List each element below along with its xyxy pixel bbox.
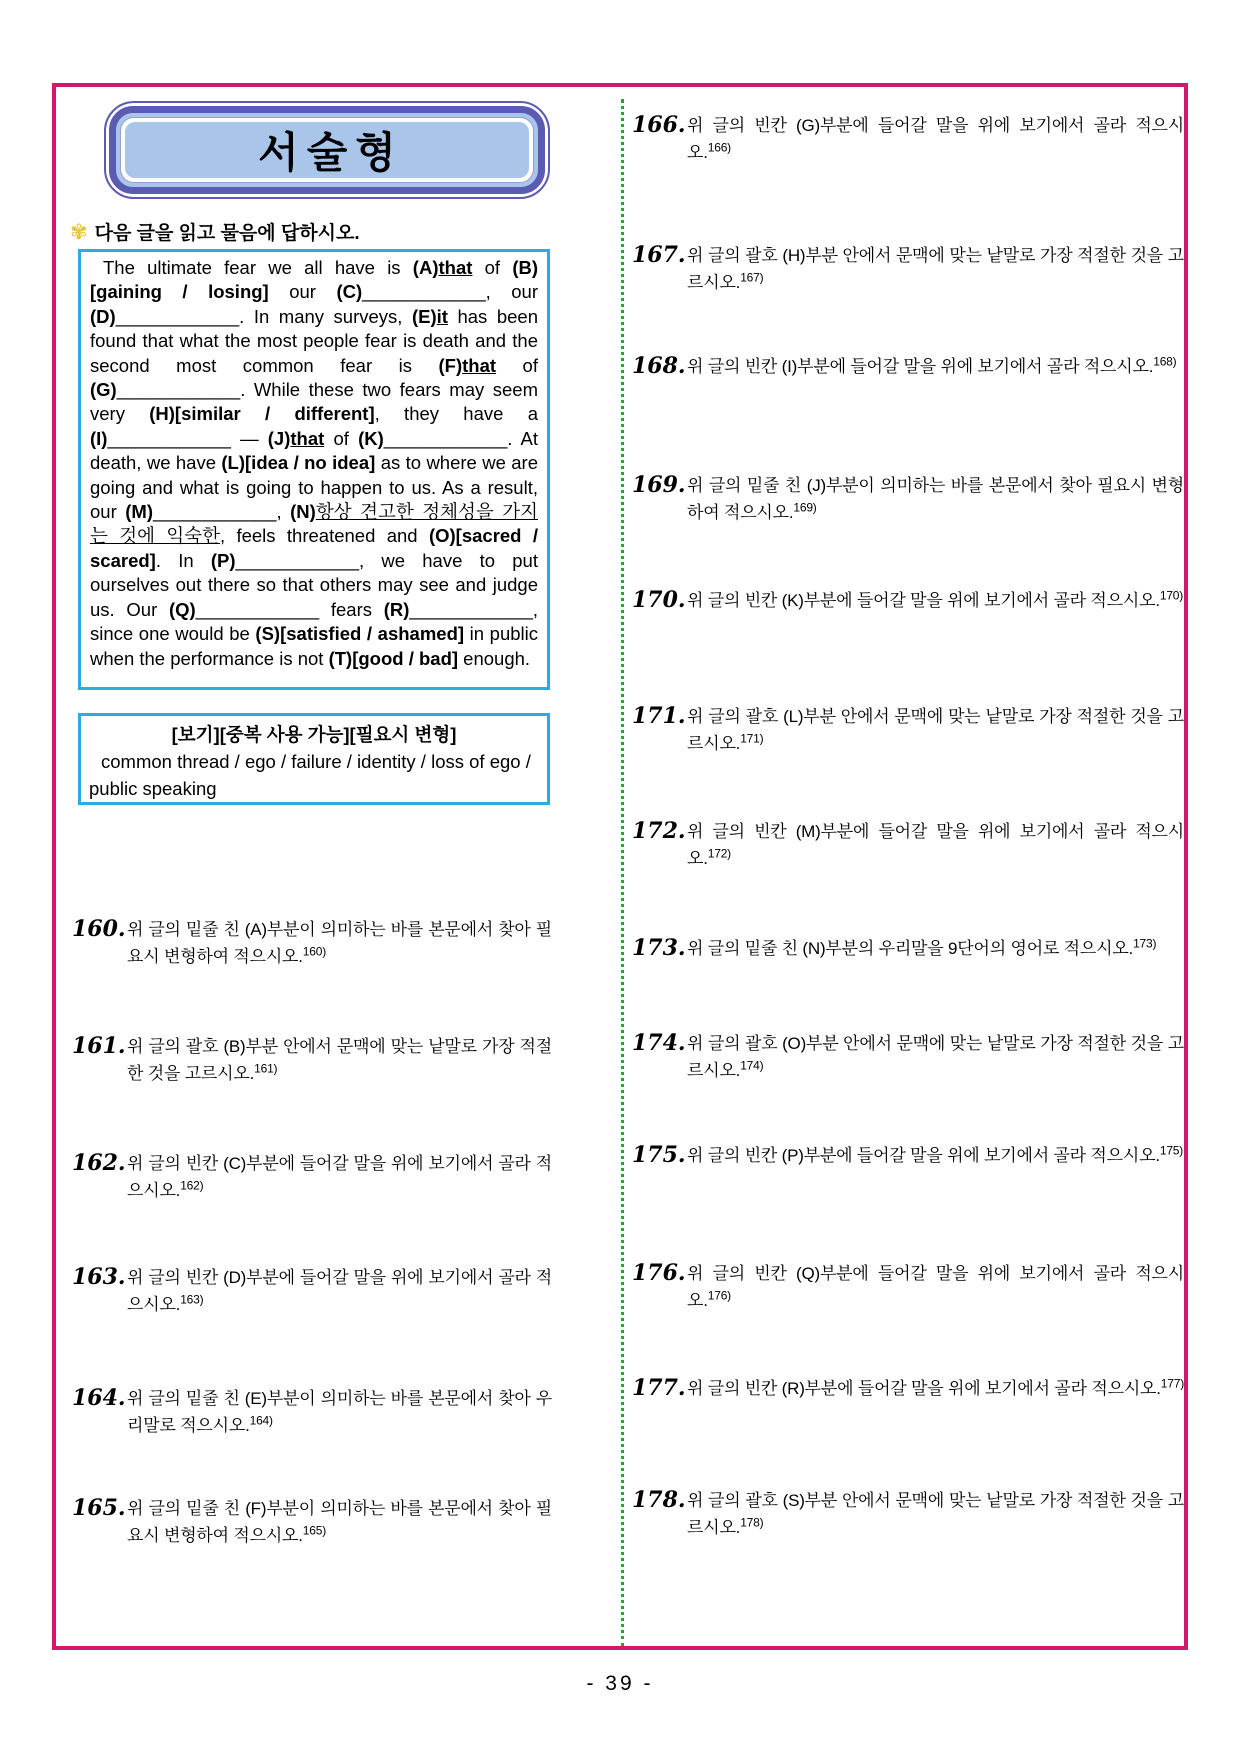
passage-segment: . While these two fears may seem very — [90, 379, 538, 425]
passage-segment: (T)[good / bad] — [328, 647, 459, 669]
passage-segment: our — [268, 281, 337, 303]
passage-segment: ____________ — [409, 598, 533, 620]
question-item — [72, 917, 552, 970]
section-title: 서술형 — [125, 122, 529, 178]
passage-segment: , our — [485, 281, 538, 303]
question-text: 위 글의 밑줄 친 (A)부분이 의미하는 바를 본문에서 찾아 필요시 변형하여 적으시오.$^{160)}$ — [127, 920, 552, 966]
question-text: 위 글의 빈칸 (I)부분에 들어갈 말을 위에 보기에서 골라 적으시오.$^{168)}$ — [687, 354, 1177, 376]
question-item — [72, 1496, 552, 1549]
passage-segment: , we have to put ourselves out there so that others may see and judge us. Our — [90, 549, 538, 620]
column-divider — [621, 99, 624, 1647]
question-text: 위 글의 밑줄 친 (F)부분이 의미하는 바를 본문에서 찾아 필요시 변형하여 적으시오.$^{165)}$ — [127, 1499, 552, 1545]
word-bank-words: common thread / ego / failure / identity / loss of ego / public speaking — [89, 751, 531, 799]
question-number: 163. — [72, 1264, 126, 1290]
question-text: 위 글의 빈칸 (P)부분에 들어갈 말을 위에 보기에서 골라 적으시오.$^{175)}$ — [687, 1143, 1184, 1165]
passage-segment: 항상 견고한 정체성을 가지는 것에 익숙한 — [90, 501, 538, 547]
passage-segment: ____________ — [116, 379, 241, 401]
question-text: 위 글의 밑줄 친 (N)부분의 우리말을 9단어의 영어로 적으시오.$^{173)}$ — [687, 936, 1157, 958]
passage-segment: The ultimate fear we all have is — [103, 257, 413, 278]
footnote-ref: 166) — [707, 139, 731, 154]
footnote-ref: 160) — [302, 943, 327, 958]
question-item — [632, 1261, 1184, 1314]
footnote-ref: 169) — [793, 499, 817, 514]
question-number: 171. — [632, 703, 686, 729]
question-number: 160. — [72, 916, 126, 942]
question-item — [632, 243, 1184, 296]
passage-segment: ____________ — [362, 281, 486, 303]
passage-segment: , since one would be — [90, 598, 538, 645]
passage-segment: , feels threatened and — [219, 525, 429, 547]
passage-segment: (F) — [438, 354, 463, 376]
question-text: 위 글의 괄호 (O)부분 안에서 문맥에 맞는 낱말로 가장 적절한 것을 고르시오.$^{174)}$ — [687, 1034, 1184, 1080]
question-number: 176. — [632, 1260, 686, 1286]
question-number: 167. — [632, 242, 686, 268]
page-number: - 39 - — [586, 1672, 654, 1695]
passage-segment: (J) — [267, 427, 291, 449]
question-text: 위 글의 빈칸 (K)부분에 들어갈 말을 위에 보기에서 골라 적으시오.$^{170)}$ — [687, 588, 1184, 610]
question-text: 위 글의 밑줄 친 (E)부분이 의미하는 바를 본문에서 찾아 우리말로 적으시오.$^{164)}$ — [127, 1389, 552, 1435]
question-item — [632, 1376, 1184, 1403]
question-number: 173. — [632, 935, 686, 961]
passage-segment: it — [436, 305, 448, 327]
question-number: 175. — [632, 1142, 686, 1168]
question-item — [632, 113, 1184, 166]
passage-segment: (M) — [125, 501, 153, 523]
passage-segment: ____________ — [235, 549, 359, 571]
question-text: 위 글의 괄호 (B)부분 안에서 문맥에 맞는 낱말로 가장 적절한 것을 고르시오.$^{161)}$ — [127, 1037, 552, 1083]
passage-segment: that — [462, 354, 497, 376]
passage-segment: . In many surveys, — [239, 305, 412, 327]
passage-segment: that — [438, 257, 473, 278]
passage-segment: (O)[sacred / scared] — [90, 525, 538, 571]
question-item — [72, 1151, 552, 1204]
passage-segment: of — [324, 427, 359, 449]
passage-segment: (G) — [90, 379, 117, 401]
question-text: 위 글의 빈칸 (G)부분에 들어갈 말을 위에 보기에서 골라 적으시오.$^{166)}$ — [687, 116, 1184, 162]
passage-segment: . In — [155, 549, 211, 571]
footnote-ref: 163) — [180, 1291, 204, 1306]
question-item — [72, 1265, 552, 1318]
passage-segment: ____________ — [195, 598, 320, 620]
question-item — [632, 936, 1184, 963]
question-number: 162. — [72, 1150, 126, 1176]
passage-segment: enough. — [458, 647, 531, 669]
passage-segment: (K) — [358, 427, 384, 449]
question-text: 위 글의 괄호 (S)부분 안에서 문맥에 맞는 낱말로 가장 적절한 것을 고르시오.$^{178)}$ — [687, 1491, 1184, 1537]
question-number: 178. — [632, 1487, 686, 1513]
passage-segment: (Q) — [168, 598, 196, 620]
word-bank-title: [보기][중복 사용 가능][필요시 변형] — [171, 724, 457, 745]
passage-segment: (C) — [336, 281, 363, 303]
passage-segment: ____________ — [383, 427, 508, 449]
footnote-ref: 173) — [1133, 936, 1157, 951]
content-frame — [52, 83, 1188, 1650]
questions-left-column — [72, 87, 552, 1646]
passage-segment: (S)[satisfied / ashamed] — [255, 623, 465, 645]
questions-right-column — [632, 87, 1184, 1646]
passage-segment: (E) — [411, 305, 437, 327]
footnote-ref: 161) — [254, 1060, 278, 1075]
passage-segment: ____________ — [115, 305, 240, 327]
passage-segment: (N) — [290, 501, 316, 523]
passage-segment: has been found that what the most people fear is death and the second most common fear is — [90, 305, 538, 376]
question-text: 위 글의 빈칸 (Q)부분에 들어갈 말을 위에 보기에서 골라 적으시오.$^{176)}$ — [687, 1264, 1184, 1310]
question-number: 164. — [72, 1385, 126, 1411]
footnote-ref: 170) — [1159, 588, 1184, 603]
question-item — [632, 1143, 1184, 1170]
passage-segment: (A) — [412, 257, 439, 278]
passage-segment: fears — [319, 598, 384, 620]
question-item — [632, 819, 1184, 872]
passage-segment: that — [290, 427, 325, 449]
question-text: 위 글의 괄호 (L)부분 안에서 문맥에 맞는 낱말로 가장 적절한 것을 고르시오.$^{171)}$ — [687, 707, 1184, 753]
question-item — [632, 1031, 1184, 1084]
footnote-ref: 171) — [740, 730, 764, 745]
passage-segment: . At death, we have — [90, 427, 538, 474]
question-number: 161. — [72, 1033, 126, 1059]
question-number: 166. — [632, 112, 686, 138]
passage-segment: , they have a — [374, 403, 539, 425]
passage-segment: (L)[idea / no idea] — [221, 452, 376, 474]
instruction-text: 다음 글을 읽고 물음에 답하시오. — [94, 223, 360, 244]
question-number: 174. — [632, 1030, 686, 1056]
question-number: 170. — [632, 587, 686, 613]
question-item — [632, 354, 1184, 381]
footnote-ref: 175) — [1159, 1143, 1184, 1158]
passage-segment: (P) — [210, 549, 236, 571]
question-text: 위 글의 빈칸 (M)부분에 들어갈 말을 위에 보기에서 골라 적으시오.$^{172)}$ — [687, 822, 1184, 868]
question-item — [72, 1386, 552, 1439]
passage-segment: (B)[gaining / losing] — [90, 257, 538, 303]
question-text: 위 글의 괄호 (H)부분 안에서 문맥에 맞는 낱말로 가장 적절한 것을 고르시오.$^{167)}$ — [687, 246, 1184, 292]
passage-segment: — — [230, 427, 268, 449]
footnote-ref: 162) — [180, 1177, 204, 1192]
question-item — [632, 588, 1184, 615]
footnote-ref: 168) — [1153, 354, 1177, 369]
passage-segment: , — [276, 501, 291, 523]
question-number: 168. — [632, 353, 686, 379]
question-text: 위 글의 빈칸 (D)부분에 들어갈 말을 위에 보기에서 골라 적으시오.$^{163)}$ — [127, 1268, 552, 1314]
question-item — [632, 704, 1184, 757]
footnote-ref: 172) — [707, 845, 731, 860]
question-number: 177. — [632, 1375, 686, 1401]
footnote-ref: 164) — [249, 1412, 273, 1427]
passage-segment: of — [496, 354, 538, 376]
footnote-ref: 177) — [1160, 1376, 1184, 1391]
passage-segment: (I) — [90, 427, 108, 449]
passage-segment: (R) — [383, 598, 410, 620]
passage-segment: as to where we are going and what is going to happen to us. As a result, our — [90, 452, 539, 523]
passage-segment: (H)[similar / different] — [149, 403, 375, 425]
passage-segment: in public when the performance is not — [90, 623, 539, 669]
footnote-ref: 176) — [707, 1287, 731, 1302]
passage-segment: ____________ — [153, 501, 277, 523]
question-number: 169. — [632, 472, 686, 498]
question-text: 위 글의 밑줄 친 (J)부분이 의미하는 바를 본문에서 찾아 필요시 변형하여 적으시오.$^{169)}$ — [687, 476, 1184, 522]
question-item — [632, 1488, 1184, 1541]
flower-icon: ✾ — [70, 221, 88, 244]
question-text: 위 글의 빈칸 (R)부분에 들어갈 말을 위에 보기에서 골라 적으시오.$^{177)}$ — [687, 1376, 1184, 1398]
question-item — [632, 473, 1184, 526]
question-item — [72, 1034, 552, 1087]
footnote-ref: 174) — [740, 1057, 764, 1072]
question-number: 165. — [72, 1495, 126, 1521]
passage-segment: of — [472, 257, 513, 278]
passage-segment: ____________ — [107, 427, 231, 449]
footnote-ref: 167) — [740, 269, 764, 284]
passage-segment: (D) — [90, 305, 116, 327]
question-text: 위 글의 빈칸 (C)부분에 들어갈 말을 위에 보기에서 골라 적으시오.$^{162)}$ — [127, 1154, 552, 1200]
footnote-ref: 165) — [302, 1522, 327, 1537]
footnote-ref: 178) — [740, 1514, 764, 1529]
question-number: 172. — [632, 818, 686, 844]
